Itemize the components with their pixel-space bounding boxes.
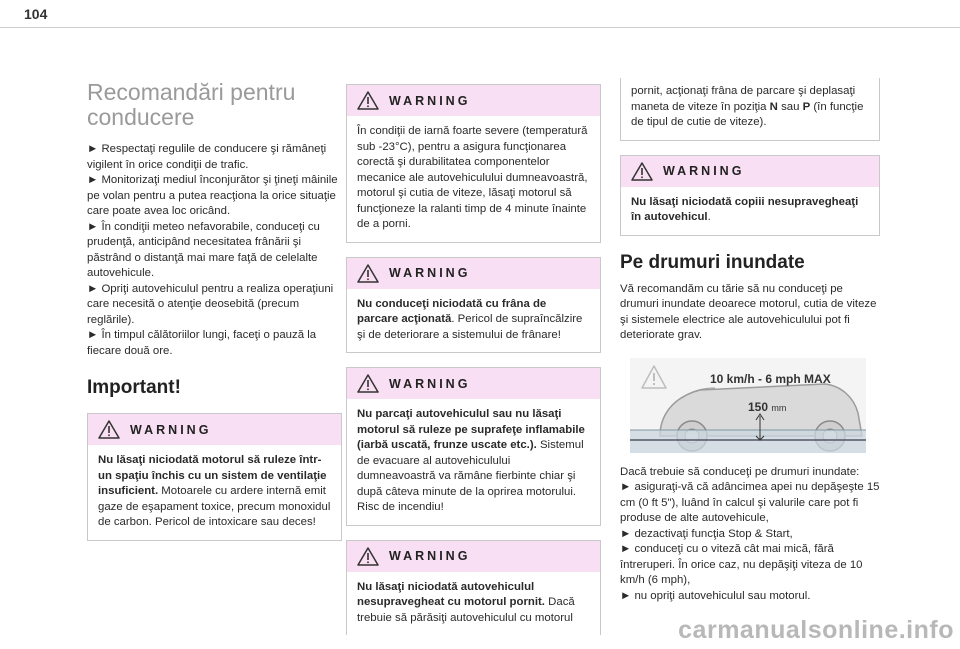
header-divider [0,27,960,28]
warning-box-flammable-surfaces [346,367,601,526]
warning-title: WARNING [389,93,471,108]
warning-text: pornit, acţionaţi frâna de parcare şi deplasaţi maneta de viteze în poziţia [631,85,856,113]
section-title-important: Important! [87,377,181,398]
warning-triangle-icon [357,264,379,283]
flood-list-item: Dacă trebuie să conduceţi pe drumuri inundate: [620,465,860,478]
warning-continuation [620,78,880,141]
column-1 [87,80,342,555]
warning-body [621,187,879,235]
warning-header [347,85,600,116]
warning-text: . Pericol de supraîncălzire şi de deteriorare a sistemului de frânare! [357,313,583,341]
warning-box-ventilation [87,413,342,541]
warning-bold-text: Nu lăsaţi niciodată motorul să ruleze într-un spaţiu închis cu un sistem de ventilaţie insuficient. [98,454,327,497]
warning-title: WARNING [389,549,471,563]
warning-text: sau [777,100,803,113]
gear-position-p: P [802,100,811,113]
warning-body [347,289,600,353]
warning-header [347,541,600,572]
warning-text: (în funcţie de tipul de cutie de viteze). [631,100,864,128]
warning-text: . [707,211,711,223]
warning-triangle-icon [98,420,120,439]
warning-text: Dacă trebuie să părăsiţi autovehiculul cu motorul [357,596,575,624]
gear-position-n: N [769,100,778,113]
flood-list-item: ► asiguraţi-vă că adâncimea apei nu depăşeşte 15 cm (0 ft 5"), luând în calcul şi valurile care pot fi produse de alte autovehicule, [620,481,880,524]
section-title-flooded-roads: Pe drumuri inundate [620,251,805,273]
warning-header [347,368,600,399]
column-3 [620,80,880,604]
recommendation-item: ► Monitorizaţi mediul înconjurător şi ţineţi mâinile pe volan pentru a putea reacţiona la orice situaţie care poate avea loc oricând. [87,174,338,217]
flood-list-item: ► dezactivaţi funcţia Stop & Start, [620,527,793,540]
flood-intro: Vă recomandăm cu tărie să nu conduceţi pe drumuri inundate deoarece motorul, cutia de viteze şi sistemele electrice ale autovehiculului pot fi deteriorate grav. [620,282,877,341]
warning-triangle-icon [357,547,379,566]
warning-body [347,399,600,525]
warning-text: În condiţii de iarnă foarte severe (temperatură sub -23°C), pentru a asigura funcţionarea corectă şi durabilitatea componentelor mecanice ale autovehiculului dumneavoastră, motorul şi cutia de viteze, lăsaţi motorul să funcţioneze la ralanti timp de 4 minute înainte de a porni. [357,125,588,230]
water-depth-label [748,400,786,414]
warning-text: Motoarele cu ardere internă emit gaze de eşapament toxice, precum monoxidul de carbon. Pericol de intoxicare sau deces! [98,485,331,528]
warning-box-children [620,155,880,236]
section-title-driving-recommendations: Recomandări pentru conducere [87,79,296,130]
warning-triangle-icon [357,91,379,110]
warning-box-parking-brake [346,257,601,354]
flooded-road-illustration [630,358,866,453]
depth-value: 150 [748,399,769,414]
page-number: 104 [24,6,48,22]
recommendation-item: ► Opriţi autovehiculul pentru a realiza operaţiuni care necesită o atenţie deosebită (precum reglările). [87,282,334,326]
warning-title: WARNING [389,266,471,280]
warning-bold-text: Nu conduceţi niciodată cu frâna de parcare acţionată [357,297,547,325]
warning-title: WARNING [663,164,745,178]
recommendation-item: ► În timpul călătoriilor lungi, faceţi o pauză la fiecare două ore. [87,329,317,357]
warning-body [347,116,600,242]
column-2 [346,80,601,649]
speed-limit-label: 10 km/h - 6 mph MAX [710,371,831,386]
warning-box-unattended-vehicle [346,540,601,636]
warning-triangle-icon [631,162,653,181]
warning-header [347,258,600,289]
warning-bold-text: Nu lăsaţi niciodată copiii nesupravegheaţi în autovehicul [631,195,859,223]
depth-unit: mm [771,402,787,413]
warning-body [347,572,600,636]
warning-title: WARNING [130,422,212,437]
warning-header [621,156,879,187]
warning-header [88,414,341,445]
watermark: carmanualsonline.info [678,616,954,644]
flood-list-item: ► nu opriţi autovehiculul sau motorul. [620,589,811,602]
recommendation-item: ► Respectaţi regulile de conducere şi rămâneţi vigilent în orice condiţii de trafic. [87,143,327,171]
warning-body [621,78,879,140]
recommendation-item: ► În condiţii meteo nefavorabile, conduceţi cu prudenţă, anticipând necesitatea frânării şi păstrând o distanţă mai mare faţă de celelalte autovehicule. [87,220,320,279]
warning-body [88,445,341,540]
recommendations-list [87,142,342,359]
warning-text: Sistemul de evacuare al autovehiculului dumneavoastră va rămâne fierbinte chiar şi după câteva minute de la oprirea motorului. Risc de incendiu! [357,439,584,513]
warning-bold-text: Nu parcaţi autovehiculul sau nu lăsaţi motorul să ruleze pe suprafeţe inflamabile (iarbă uscată, frunze uscate etc.). [357,408,585,451]
warning-triangle-icon [357,374,379,393]
warning-title: WARNING [389,376,471,391]
flood-list-item: ► conduceţi cu o viteză cât mai mică, fără întreruperi. În orice caz, nu depăşiţi viteza de 10 km/h (6 mph), [620,543,863,586]
warning-bold-text: Nu lăsaţi niciodată autovehiculul nesupravegheat cu motorul pornit. [357,580,545,608]
flooded-roads-list [620,465,880,605]
warning-box-winter [346,84,601,243]
